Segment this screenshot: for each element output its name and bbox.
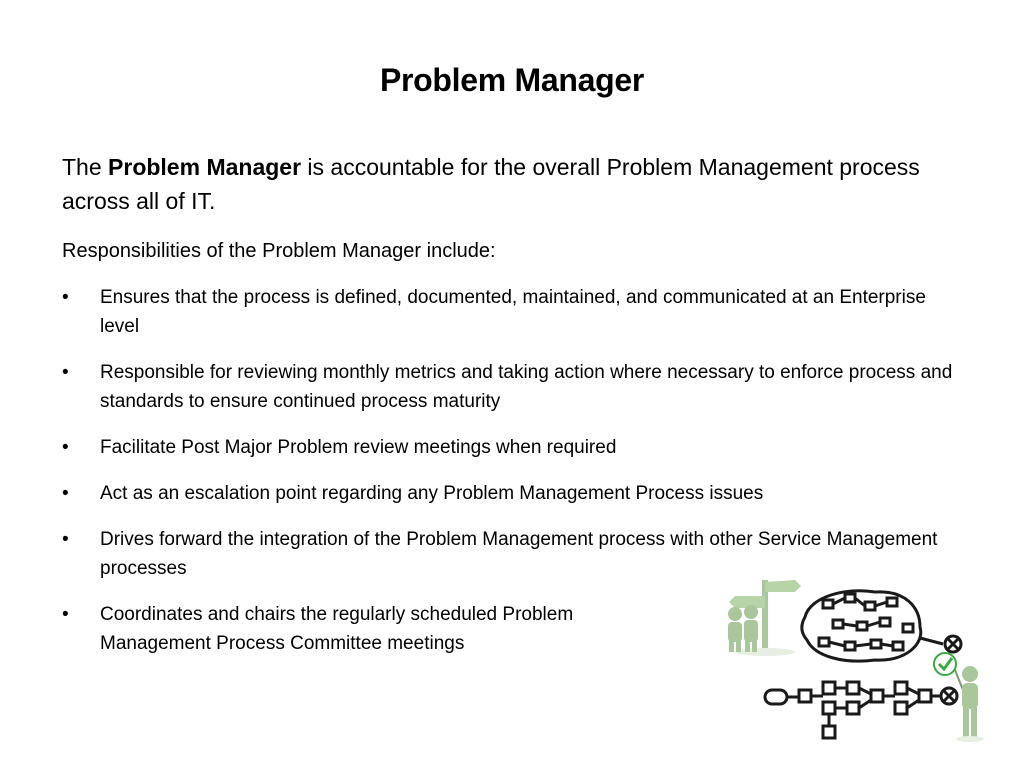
list-item-text: Ensures that the process is defined, documented, maintained, and communicated at an Enterprise level (100, 287, 926, 337)
list-item (62, 479, 967, 508)
people-icon (728, 605, 758, 652)
list-item (62, 358, 967, 416)
intro-prefix: The (62, 154, 109, 180)
list-item-text: Coordinates and chairs the regularly scheduled Problem Management Process Committee meetings (100, 604, 574, 654)
list-item-text: Facilitate Post Major Problem review meetings when required (100, 437, 617, 458)
bullet-icon: • (62, 529, 69, 550)
list-item (62, 283, 967, 341)
list-item-text: Drives forward the integration of the Problem Management process with other Service Management processes (100, 529, 938, 579)
bullet-icon: • (62, 437, 69, 458)
responsibilities-lead: Responsibilities of the Problem Manager include: (62, 240, 496, 262)
bullet-icon: • (62, 604, 69, 625)
bullet-icon: • (62, 362, 69, 383)
messy-process-icon (802, 591, 961, 661)
list-item-text: Act as an escalation point regarding any Problem Management Process issues (100, 483, 764, 504)
bullet-icon: • (62, 287, 69, 308)
intro-paragraph (62, 150, 962, 218)
process-improvement-illustration (715, 572, 990, 747)
bullet-icon: • (62, 483, 69, 504)
slide-title: Problem Manager (379, 62, 645, 98)
list-item-text: Responsible for reviewing monthly metrics and taking action where necessary to enforce process and standards to ensure continued process maturity (100, 362, 953, 412)
intro-suffix: is accountable for the overall Problem Management process across all of IT. (62, 154, 920, 214)
list-item (62, 433, 967, 462)
clean-process-icon (765, 682, 957, 738)
intro-bold: Problem Manager (108, 154, 302, 180)
